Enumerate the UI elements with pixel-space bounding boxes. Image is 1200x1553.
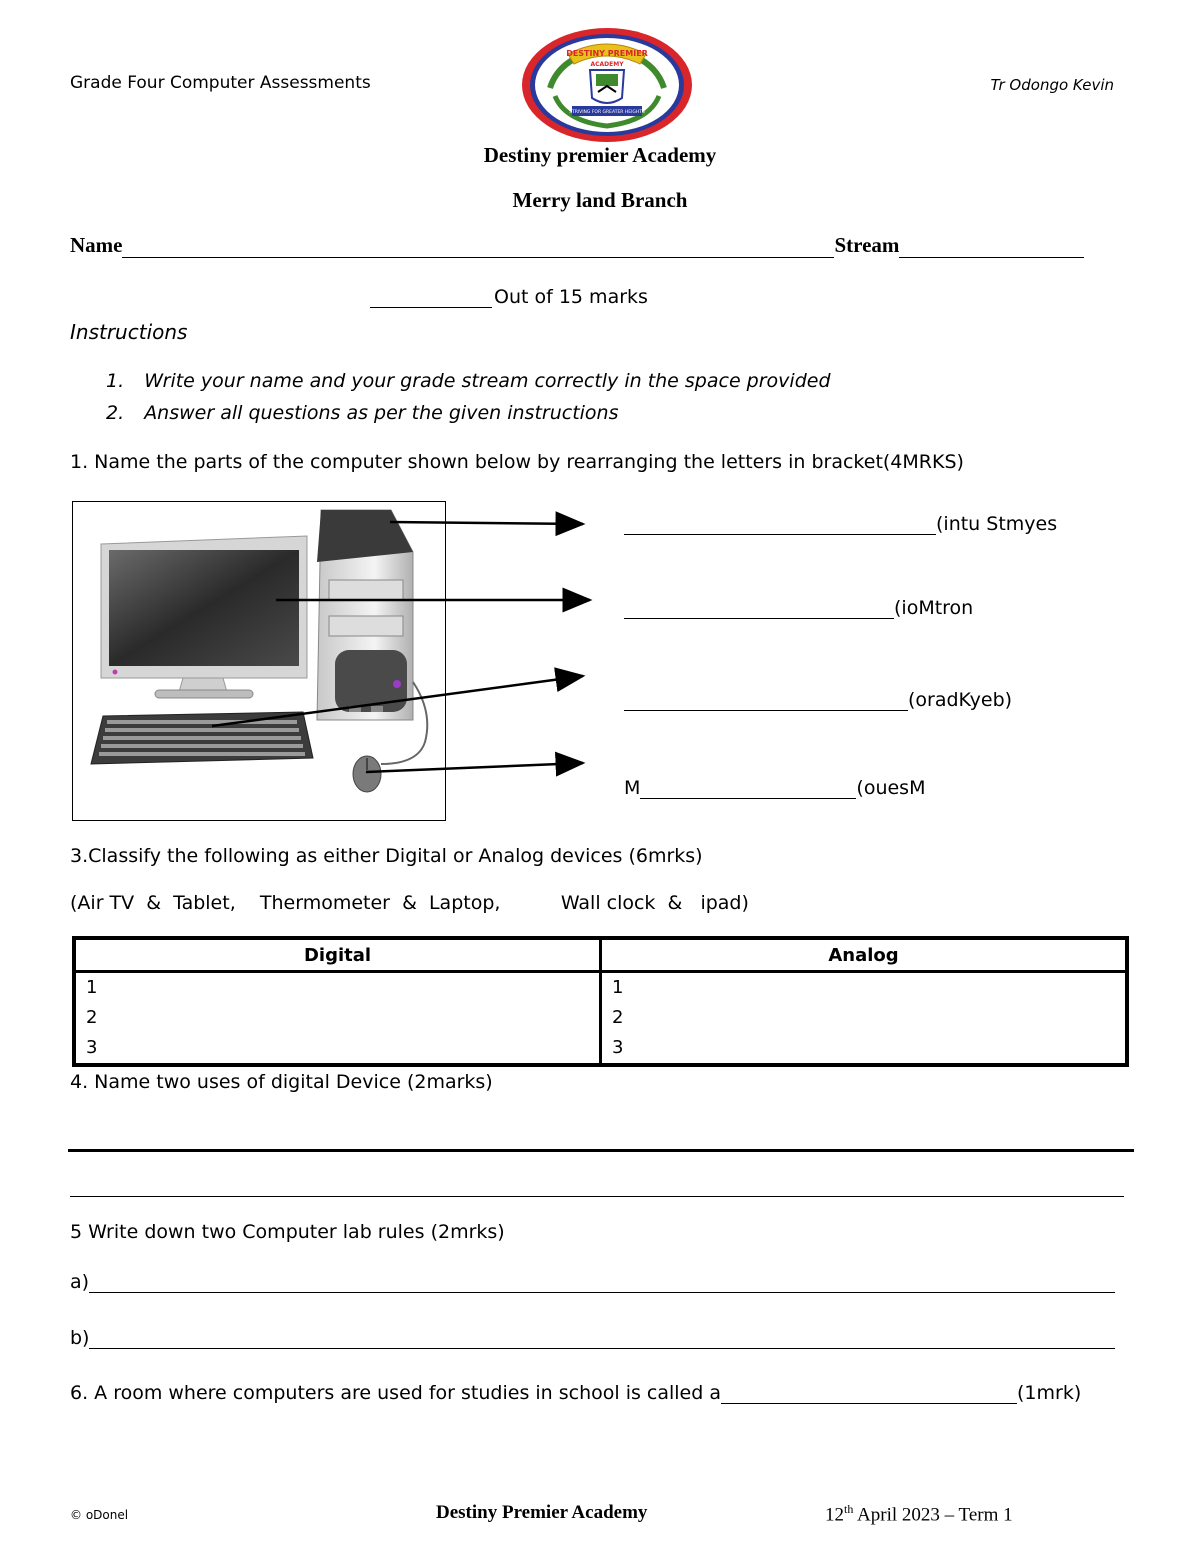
instructions-title: Instructions <box>70 320 188 344</box>
question-6-field[interactable] <box>721 1381 1017 1404</box>
row-number: 1 <box>86 977 98 998</box>
answer-row-monitor <box>624 596 973 619</box>
answer-row-system-unit <box>624 512 1057 535</box>
question-3-text: 3.Classify the following as either Digital or Analog devices (6mrks) <box>70 845 703 867</box>
instruction-number: 1. <box>106 370 125 392</box>
answer-row-keyboard <box>624 688 1012 711</box>
svg-text:ACADEMY: ACADEMY <box>590 61 624 68</box>
digital-answer-cell[interactable] <box>74 972 601 1066</box>
row-number: 2 <box>86 1007 98 1028</box>
rule-b-row <box>70 1326 1115 1349</box>
teacher-name: Tr Odongo Kevin <box>990 76 1114 94</box>
answer-row-mouse <box>624 776 925 799</box>
classification-table <box>72 936 1129 1067</box>
rule-b-label: b) <box>70 1327 90 1349</box>
analog-answer-cell[interactable] <box>601 972 1128 1066</box>
answer-hint: (ioMtron <box>894 597 974 619</box>
footer-date-rest: April 2023 – Term 1 <box>853 1504 1013 1526</box>
footer-date-day: 12 <box>825 1504 844 1526</box>
answer-field[interactable] <box>624 512 936 535</box>
footer-date-suffix: th <box>844 1502 854 1516</box>
instruction-number: 2. <box>106 402 125 424</box>
answer-hint: (ouesM <box>856 777 926 799</box>
instruction-text: Write your name and your grade stream correctly in the space provided <box>144 370 831 392</box>
rule-a-label: a) <box>70 1271 90 1293</box>
row-number: 2 <box>612 1007 624 1028</box>
column-header-analog: Analog <box>601 938 1128 972</box>
rule-a-field[interactable] <box>89 1270 1115 1293</box>
footer-date <box>825 1502 1013 1526</box>
name-label: Name <box>70 233 123 257</box>
header-left-text: Grade Four Computer Assessments <box>70 73 371 93</box>
arrow-system-unit <box>390 522 583 524</box>
answer-prefix: M <box>624 777 641 799</box>
question-3-options: (Air TV & Tablet, Thermometer & Laptop, Wall clock & ipad) <box>70 892 749 914</box>
answer-field[interactable] <box>624 688 908 711</box>
svg-text:STRIVING FOR GREATER HEIGHTS: STRIVING FOR GREATER HEIGHTS <box>569 110 645 115</box>
question-1-text: 1. Name the parts of the computer shown below by rearranging the letters in bracket(4MRKS) <box>70 451 964 473</box>
question-6-row <box>70 1381 1081 1404</box>
footer-copyright: © oDonel <box>70 1508 129 1522</box>
answer-line[interactable] <box>68 1149 1134 1152</box>
answer-hint: (intu Stmyes <box>936 513 1058 535</box>
question-5-text: 5 Write down two Computer lab rules (2mrks) <box>70 1221 505 1243</box>
answer-hint: (oradKyeb) <box>908 689 1013 711</box>
question-4-text: 4. Name two uses of digital Device (2marks) <box>70 1071 493 1093</box>
rule-b-field[interactable] <box>89 1326 1115 1349</box>
answer-line[interactable] <box>70 1196 1124 1197</box>
question-6-marks: (1mrk) <box>1017 1382 1082 1404</box>
footer-school-name: Destiny Premier Academy <box>436 1502 648 1523</box>
row-number: 1 <box>612 977 624 998</box>
arrow-keyboard <box>212 676 583 726</box>
svg-text:DESTINY PREMIER: DESTINY PREMIER <box>566 49 648 58</box>
question-6-text: 6. A room where computers are used for studies in school is called a <box>70 1382 721 1404</box>
rule-a-row <box>70 1270 1115 1293</box>
stream-label: Stream <box>834 233 900 257</box>
branch-name: Merry land Branch <box>512 188 688 212</box>
row-number: 3 <box>86 1037 98 1058</box>
answer-field[interactable] <box>640 776 856 799</box>
arrow-mouse <box>366 763 583 772</box>
answer-field[interactable] <box>624 596 894 619</box>
marks-text: Out of 15 marks <box>494 286 648 308</box>
column-header-digital: Digital <box>74 938 601 972</box>
instruction-text: Answer all questions as per the given instructions <box>144 402 619 424</box>
school-name: Destiny premier Academy <box>483 143 717 167</box>
row-number: 3 <box>612 1037 624 1058</box>
